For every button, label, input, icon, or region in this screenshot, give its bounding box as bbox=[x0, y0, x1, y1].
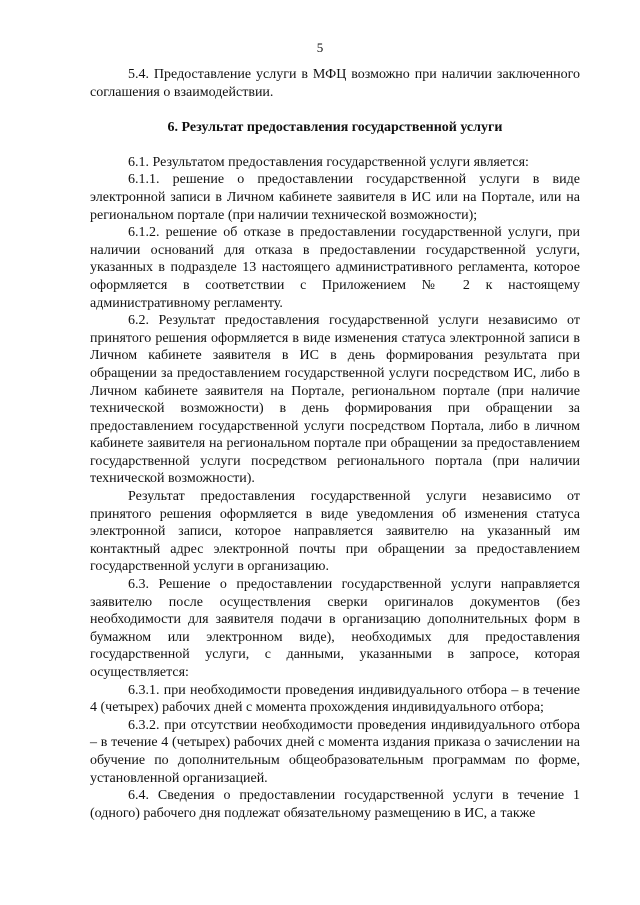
paragraph-6-3: 6.3. Решение о предоставлении государственной услуги направляется заявителю после осуществления сверки оригиналов документов (без необходимости для заявителя подачи в организацию дополнительных форм в бумажном или электронном виде), необходимых для предоставления государственной услуги, с данными, указанными в запросе, которая осуществляется: bbox=[90, 577, 580, 680]
section-heading-6: 6. Результат предоставления государственной услуги bbox=[167, 120, 503, 136]
page-number: 5 bbox=[316, 40, 324, 55]
paragraph-6-3-2: 6.3.2. при отсутствии необходимости проведения индивидуального отбора – в течение 4 (четырех) рабочих дней с момента издания приказа о зачислении на обучение по дополнительным общеобразовательным программам по форме, установленной организацией. bbox=[90, 717, 580, 786]
paragraph-result-notification: Результат предоставления государственной услуги независимо от принятого решения оформляется в виде уведомления об изменения статуса электронной записи, которое направляется заявителю на указанный им контактный адрес электронной почты при обращении за предоставлением государственной услуги в организацию. bbox=[90, 489, 580, 575]
paragraph-6-1-1: 6.1.1. решение о предоставлении государственной услуги в виде электронной записи в Личном кабинете заявителя в ИС или на Портале, или на региональном портале (при наличии технической возможности); bbox=[90, 172, 580, 223]
paragraph-6-1: 6.1. Результатом предоставления государственной услуги является: bbox=[128, 154, 529, 170]
paragraph-6-1-2: 6.1.2. решение об отказе в предоставлении государственной услуги, при наличии оснований для отказа в предоставлении государственной услуги, указанных в подразделе 13 настоящего административного регламента, которое оформляется в соответствии с Приложением № 2 к настоящему административному регламенту. bbox=[90, 225, 580, 311]
paragraph-6-3-1: 6.3.1. при необходимости проведения индивидуального отбора – в течение 4 (четырех) рабочих дней с момента прохождения индивидуального отбора; bbox=[90, 682, 580, 716]
paragraph-5-4: 5.4. Предоставление услуги в МФЦ возможно при наличии заключенного соглашения о взаимодействии. bbox=[90, 67, 580, 100]
document-body bbox=[90, 66, 580, 822]
paragraph-6-4: 6.4. Сведения о предоставлении государственной услуги в течение 1 (одного) рабочего дня подлежат обязательному размещению в ИС, а также bbox=[90, 788, 580, 821]
paragraph-6-2: 6.2. Результат предоставления государственной услуги независимо от принятого решения оформляется в виде изменения статуса электронной записи в Личном кабинете заявителя в ИС в день формирования результата при обращении за предоставлением государственной услуги посредством ИС, либо в Личном кабинете заявителя на Портале, региональном портале (при наличие технической возможности) в день формирования при обращении за предоставлением государственной услуги посредством Портала, либо в личном кабинете заявителя на региональном портале при обращении за предоставлением государственной услуги посредством регионального портала (при наличии технической возможности). bbox=[90, 313, 580, 487]
